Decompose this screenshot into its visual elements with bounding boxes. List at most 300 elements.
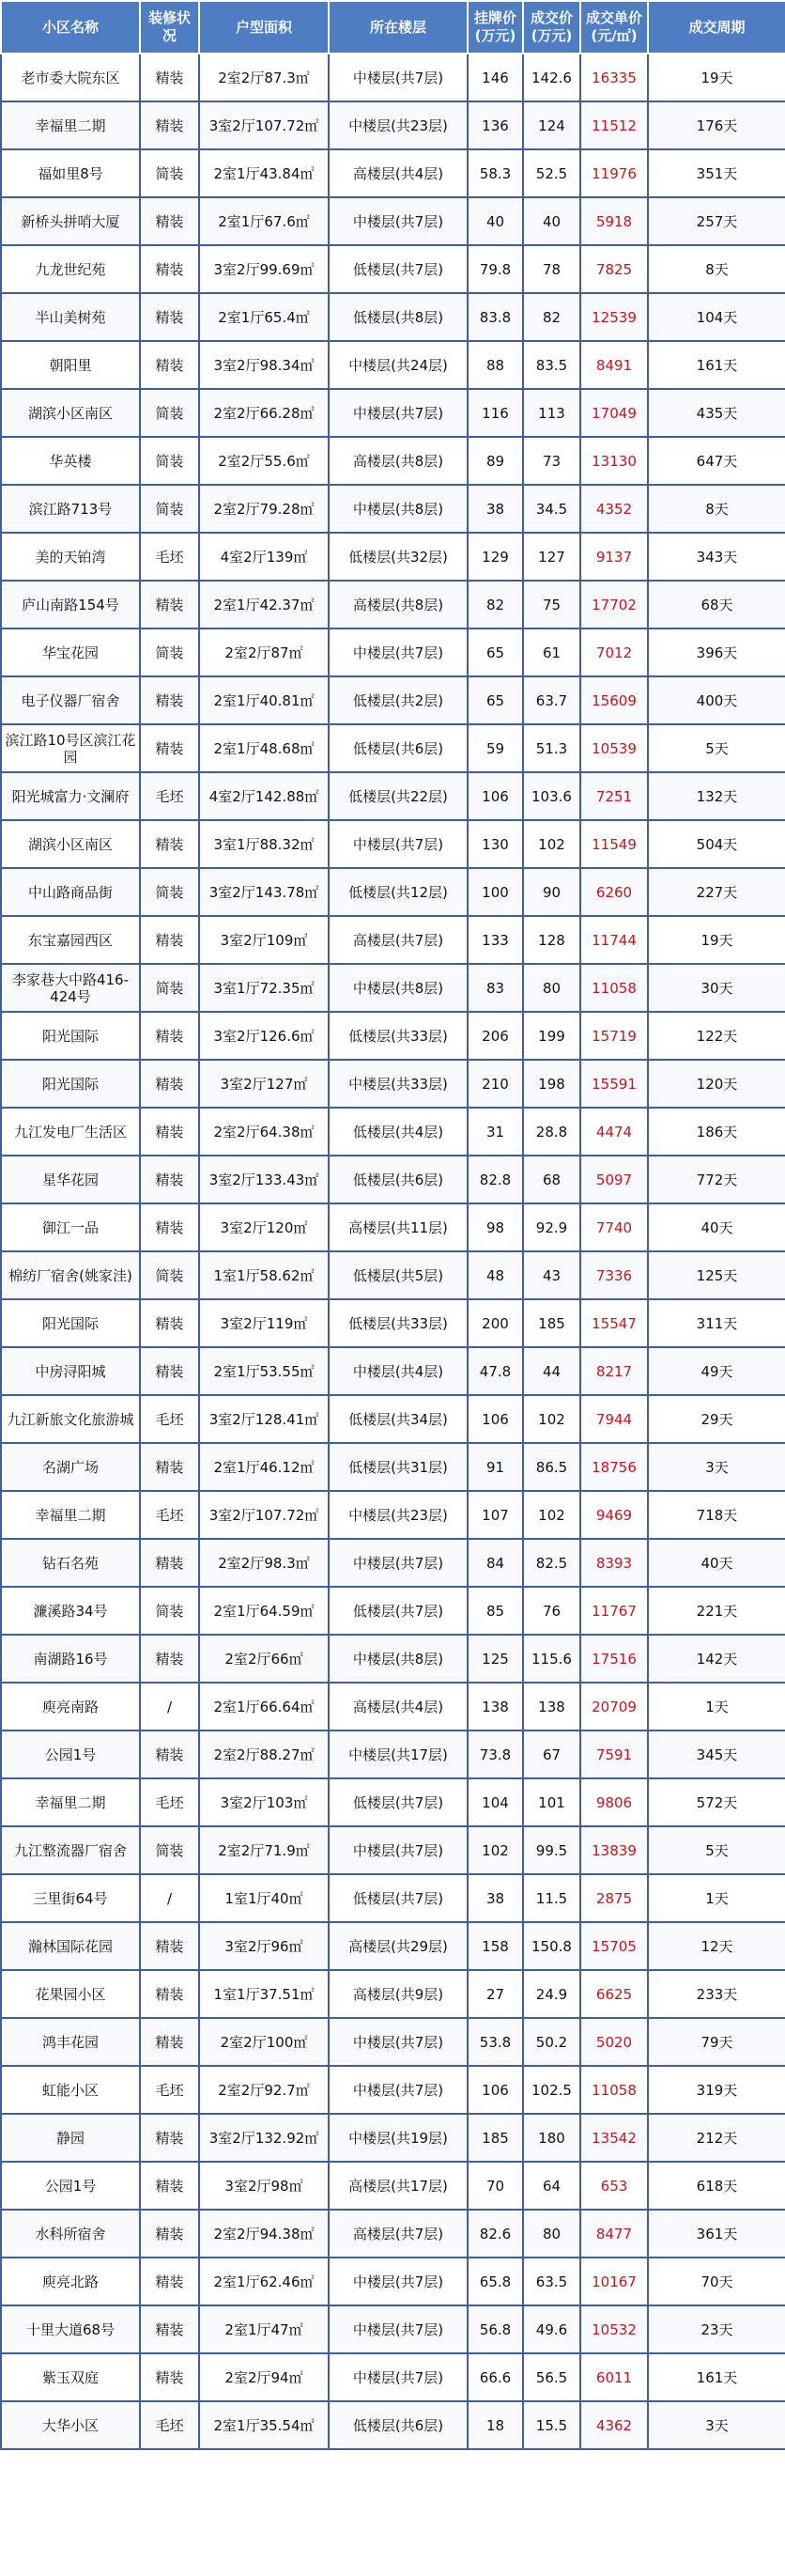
deal-price-cell: 142.6: [523, 54, 580, 101]
deal-price-cell: 80: [523, 2210, 580, 2258]
deal-cycle-cell: 120天: [648, 1060, 785, 1108]
unit-price-cell: 13542: [580, 2114, 648, 2162]
table-row: [1, 628, 785, 676]
layout-area-cell: 1室1厅58.62㎡: [199, 1251, 329, 1299]
table-row: [1, 1730, 785, 1778]
deal-price-cell: 82.5: [523, 1539, 580, 1587]
table-row: [1, 245, 785, 293]
floor-cell: 中楼层(共7层): [329, 2305, 468, 2353]
community-name-cell: 钻石名苑: [1, 1539, 140, 1587]
table-row: [1, 1587, 785, 1635]
deal-price-cell: 198: [523, 1060, 580, 1108]
community-name-cell: 福如里8号: [1, 149, 140, 197]
unit-price-cell: 11767: [580, 1587, 648, 1635]
unit-price-cell: 10167: [580, 2258, 648, 2305]
floor-cell: 高楼层(共4层): [329, 149, 468, 197]
table-row: [1, 101, 785, 149]
floor-cell: 高楼层(共11层): [329, 1203, 468, 1251]
floor-cell: 中楼层(共19层): [329, 2114, 468, 2162]
floor-cell: 高楼层(共7层): [329, 2210, 468, 2258]
unit-price-cell: 7740: [580, 1203, 648, 1251]
deal-cycle-cell: 647天: [648, 437, 785, 485]
unit-price-cell: 17516: [580, 1635, 648, 1683]
unit-price-cell: 15591: [580, 1060, 648, 1108]
community-name-cell: 庐山南路154号: [1, 581, 140, 628]
community-name-cell: 中房浔阳城: [1, 1347, 140, 1395]
deal-price-cell: 102: [523, 820, 580, 868]
listing-price-cell: 102: [468, 1826, 523, 1874]
deal-price-cell: 44: [523, 1347, 580, 1395]
decoration-cell: 精装: [140, 1730, 199, 1778]
floor-cell: 中楼层(共7层): [329, 54, 468, 101]
deal-cycle-cell: 23天: [648, 2305, 785, 2353]
decoration-cell: 简装: [140, 1251, 199, 1299]
listing-price-cell: 89: [468, 437, 523, 485]
decoration-cell: 精装: [140, 341, 199, 389]
decoration-cell: 精装: [140, 724, 199, 772]
community-name-cell: 湖滨小区南区: [1, 820, 140, 868]
unit-price-cell: 16335: [580, 54, 648, 101]
layout-area-cell: 3室2厅133.43㎡: [199, 1156, 329, 1203]
community-name-cell: 九江新旅文化旅游城: [1, 1395, 140, 1443]
deal-price-cell: 24.9: [523, 1970, 580, 2018]
table-row: [1, 293, 785, 341]
layout-area-cell: 2室2厅55.6㎡: [199, 437, 329, 485]
listing-price-cell: 83: [468, 964, 523, 1012]
decoration-cell: 精装: [140, 916, 199, 964]
layout-area-cell: 2室2厅100㎡: [199, 2018, 329, 2066]
unit-price-cell: 20709: [580, 1683, 648, 1730]
decoration-cell: 简装: [140, 485, 199, 533]
table-row: [1, 1299, 785, 1347]
decoration-cell: 精装: [140, 1156, 199, 1203]
table-row: [1, 1443, 785, 1491]
deal-cycle-cell: 618天: [648, 2162, 785, 2210]
floor-cell: 低楼层(共33层): [329, 1012, 468, 1060]
table-row: [1, 1060, 785, 1108]
deal-price-cell: 34.5: [523, 485, 580, 533]
decoration-cell: 精装: [140, 197, 199, 245]
deal-cycle-cell: 361天: [648, 2210, 785, 2258]
deal-price-cell: 113: [523, 389, 580, 437]
table-row: [1, 2258, 785, 2305]
deal-price-cell: 90: [523, 868, 580, 916]
table-row: [1, 581, 785, 628]
table-row: [1, 2066, 785, 2114]
decoration-cell: 毛坯: [140, 1778, 199, 1826]
listing-price-cell: 107: [468, 1491, 523, 1539]
table-row: [1, 724, 785, 772]
deal-price-cell: 101: [523, 1778, 580, 1826]
listing-price-cell: 185: [468, 2114, 523, 2162]
layout-area-cell: 2室1厅42.37㎡: [199, 581, 329, 628]
deal-cycle-cell: 257天: [648, 197, 785, 245]
layout-area-cell: 2室1厅65.4㎡: [199, 293, 329, 341]
deal-cycle-cell: 345天: [648, 1730, 785, 1778]
unit-price-cell: 13130: [580, 437, 648, 485]
decoration-cell: 精装: [140, 2305, 199, 2353]
floor-cell: 低楼层(共6层): [329, 1156, 468, 1203]
decoration-cell: /: [140, 1874, 199, 1922]
floor-cell: 高楼层(共17层): [329, 2162, 468, 2210]
decoration-cell: 毛坯: [140, 772, 199, 820]
listing-price-cell: 48: [468, 1251, 523, 1299]
header-deal-cycle: 成交周期: [648, 1, 785, 54]
floor-cell: 低楼层(共12层): [329, 868, 468, 916]
decoration-cell: 精装: [140, 2258, 199, 2305]
decoration-cell: 精装: [140, 581, 199, 628]
deal-price-cell: 86.5: [523, 1443, 580, 1491]
community-name-cell: 九江发电厂生活区: [1, 1108, 140, 1156]
deal-cycle-cell: 1天: [648, 1683, 785, 1730]
decoration-cell: 精装: [140, 1347, 199, 1395]
deal-cycle-cell: 19天: [648, 54, 785, 101]
layout-area-cell: 2室2厅79.28㎡: [199, 485, 329, 533]
deal-price-cell: 49.6: [523, 2305, 580, 2353]
floor-cell: 低楼层(共34层): [329, 1395, 468, 1443]
layout-area-cell: 3室2厅120㎡: [199, 1203, 329, 1251]
unit-price-cell: 7251: [580, 772, 648, 820]
table-row: [1, 197, 785, 245]
table-row: [1, 2162, 785, 2210]
layout-area-cell: 3室2厅119㎡: [199, 1299, 329, 1347]
deal-price-cell: 83.5: [523, 341, 580, 389]
listing-price-cell: 138: [468, 1683, 523, 1730]
deal-cycle-cell: 104天: [648, 293, 785, 341]
deal-price-cell: 199: [523, 1012, 580, 1060]
deal-price-cell: 115.6: [523, 1635, 580, 1683]
unit-price-cell: 5918: [580, 197, 648, 245]
community-name-cell: 湖滨小区南区: [1, 389, 140, 437]
layout-area-cell: 3室2厅128.41㎡: [199, 1395, 329, 1443]
listing-price-cell: 210: [468, 1060, 523, 1108]
unit-price-cell: 9137: [580, 533, 648, 581]
decoration-cell: 精装: [140, 820, 199, 868]
deal-cycle-cell: 161天: [648, 341, 785, 389]
deal-cycle-cell: 233天: [648, 1970, 785, 2018]
table-row: [1, 1874, 785, 1922]
community-name-cell: 水科所宿舍: [1, 2210, 140, 2258]
floor-cell: 中楼层(共7层): [329, 197, 468, 245]
deal-price-cell: 124: [523, 101, 580, 149]
floor-cell: 中楼层(共23层): [329, 101, 468, 149]
layout-area-cell: 3室2厅143.78㎡: [199, 868, 329, 916]
layout-area-cell: 2室1厅43.84㎡: [199, 149, 329, 197]
community-name-cell: 九龙世纪苑: [1, 245, 140, 293]
deal-cycle-cell: 311天: [648, 1299, 785, 1347]
community-name-cell: 幸福里二期: [1, 101, 140, 149]
deal-price-cell: 28.8: [523, 1108, 580, 1156]
decoration-cell: 精装: [140, 1539, 199, 1587]
deal-cycle-cell: 5天: [648, 1826, 785, 1874]
listing-price-cell: 98: [468, 1203, 523, 1251]
community-name-cell: 濂溪路34号: [1, 1587, 140, 1635]
unit-price-cell: 7336: [580, 1251, 648, 1299]
floor-cell: 中楼层(共8层): [329, 964, 468, 1012]
decoration-cell: 精装: [140, 101, 199, 149]
layout-area-cell: 3室2厅107.72㎡: [199, 101, 329, 149]
deal-price-cell: 78: [523, 245, 580, 293]
community-name-cell: 幸福里二期: [1, 1778, 140, 1826]
deal-price-cell: 63.5: [523, 2258, 580, 2305]
deal-cycle-cell: 49天: [648, 1347, 785, 1395]
unit-price-cell: 10539: [580, 724, 648, 772]
listing-price-cell: 56.8: [468, 2305, 523, 2353]
listing-price-cell: 83.8: [468, 293, 523, 341]
listing-price-cell: 106: [468, 2066, 523, 2114]
deal-cycle-cell: 504天: [648, 820, 785, 868]
unit-price-cell: 11058: [580, 964, 648, 1012]
deal-price-cell: 128: [523, 916, 580, 964]
floor-cell: 高楼层(共29层): [329, 1922, 468, 1970]
deal-cycle-cell: 572天: [648, 1778, 785, 1826]
floor-cell: 中楼层(共7层): [329, 1826, 468, 1874]
decoration-cell: 精装: [140, 1635, 199, 1683]
unit-price-cell: 4474: [580, 1108, 648, 1156]
layout-area-cell: 2室1厅35.54㎡: [199, 2401, 329, 2449]
table-row: [1, 676, 785, 724]
unit-price-cell: 8491: [580, 341, 648, 389]
community-name-cell: 美的天铂湾: [1, 533, 140, 581]
decoration-cell: /: [140, 1683, 199, 1730]
header-layout-area: 户型面积: [199, 1, 329, 54]
deal-price-cell: 102.5: [523, 2066, 580, 2114]
table-row: [1, 1922, 785, 1970]
unit-price-cell: 15547: [580, 1299, 648, 1347]
unit-price-cell: 17702: [580, 581, 648, 628]
table-row: [1, 1778, 785, 1826]
listing-price-cell: 18: [468, 2401, 523, 2449]
deal-cycle-cell: 19天: [648, 916, 785, 964]
decoration-cell: 精装: [140, 1203, 199, 1251]
deal-price-cell: 180: [523, 2114, 580, 2162]
floor-cell: 高楼层(共8层): [329, 437, 468, 485]
listing-price-cell: 65.8: [468, 2258, 523, 2305]
community-name-cell: 鸿丰花园: [1, 2018, 140, 2066]
deal-cycle-cell: 122天: [648, 1012, 785, 1060]
layout-area-cell: 4室2厅142.88㎡: [199, 772, 329, 820]
deal-cycle-cell: 12天: [648, 1922, 785, 1970]
table-row: [1, 149, 785, 197]
deal-price-cell: 76: [523, 1587, 580, 1635]
deal-price-cell: 52.5: [523, 149, 580, 197]
table-row: [1, 1012, 785, 1060]
deal-cycle-cell: 142天: [648, 1635, 785, 1683]
deal-price-cell: 103.6: [523, 772, 580, 820]
community-name-cell: 幸福里二期: [1, 1491, 140, 1539]
listing-price-cell: 104: [468, 1778, 523, 1826]
deal-cycle-cell: 212天: [648, 2114, 785, 2162]
community-name-cell: 李家巷大中路416-424号: [1, 964, 140, 1012]
deal-price-cell: 40: [523, 197, 580, 245]
unit-price-cell: 6260: [580, 868, 648, 916]
decoration-cell: 精装: [140, 1108, 199, 1156]
floor-cell: 低楼层(共22层): [329, 772, 468, 820]
listing-price-cell: 85: [468, 1587, 523, 1635]
layout-area-cell: 2室1厅66.64㎡: [199, 1683, 329, 1730]
floor-cell: 中楼层(共4层): [329, 1347, 468, 1395]
listing-price-cell: 73.8: [468, 1730, 523, 1778]
deal-price-cell: 64: [523, 2162, 580, 2210]
community-name-cell: 九江整流器厂宿舍: [1, 1826, 140, 1874]
header-deal-price: 成交价 (万元): [523, 1, 580, 54]
deal-price-cell: 73: [523, 437, 580, 485]
floor-cell: 高楼层(共7层): [329, 916, 468, 964]
unit-price-cell: 17049: [580, 389, 648, 437]
decoration-cell: 简装: [140, 964, 199, 1012]
layout-area-cell: 2室1厅40.81㎡: [199, 676, 329, 724]
decoration-cell: 精装: [140, 1060, 199, 1108]
deal-cycle-cell: 1天: [648, 1874, 785, 1922]
floor-cell: 低楼层(共7层): [329, 245, 468, 293]
decoration-cell: 简装: [140, 628, 199, 676]
floor-cell: 中楼层(共7层): [329, 2258, 468, 2305]
layout-area-cell: 4室2厅139㎡: [199, 533, 329, 581]
unit-price-cell: 7825: [580, 245, 648, 293]
listing-price-cell: 59: [468, 724, 523, 772]
deal-cycle-cell: 400天: [648, 676, 785, 724]
unit-price-cell: 12539: [580, 293, 648, 341]
listing-price-cell: 100: [468, 868, 523, 916]
layout-area-cell: 3室2厅127㎡: [199, 1060, 329, 1108]
table-row: [1, 2018, 785, 2066]
deal-cycle-cell: 79天: [648, 2018, 785, 2066]
unit-price-cell: 11976: [580, 149, 648, 197]
table-row: [1, 916, 785, 964]
deal-cycle-cell: 161天: [648, 2353, 785, 2401]
community-name-cell: 阳光国际: [1, 1060, 140, 1108]
header-community-name: 小区名称: [1, 1, 140, 54]
decoration-cell: 精装: [140, 2210, 199, 2258]
decoration-cell: 精装: [140, 293, 199, 341]
decoration-cell: 毛坯: [140, 533, 199, 581]
table-row: [1, 1156, 785, 1203]
deal-price-cell: 75: [523, 581, 580, 628]
community-name-cell: 新桥头拼哨大厦: [1, 197, 140, 245]
deal-cycle-cell: 351天: [648, 149, 785, 197]
deal-price-cell: 68: [523, 1156, 580, 1203]
deal-price-cell: 102: [523, 1395, 580, 1443]
deal-cycle-cell: 8天: [648, 245, 785, 293]
layout-area-cell: 3室1厅88.32㎡: [199, 820, 329, 868]
floor-cell: 低楼层(共6层): [329, 2401, 468, 2449]
listing-price-cell: 106: [468, 1395, 523, 1443]
deal-cycle-cell: 718天: [648, 1491, 785, 1539]
unit-price-cell: 13839: [580, 1826, 648, 1874]
floor-cell: 中楼层(共8层): [329, 485, 468, 533]
deal-cycle-cell: 186天: [648, 1108, 785, 1156]
table-row: [1, 2401, 785, 2449]
decoration-cell: 简装: [140, 149, 199, 197]
table-row: [1, 1539, 785, 1587]
deal-cycle-cell: 40天: [648, 1203, 785, 1251]
layout-area-cell: 3室2厅107.72㎡: [199, 1491, 329, 1539]
listing-price-cell: 158: [468, 1922, 523, 1970]
deal-price-cell: 15.5: [523, 2401, 580, 2449]
listing-price-cell: 82.8: [468, 1156, 523, 1203]
layout-area-cell: 2室2厅92.7㎡: [199, 2066, 329, 2114]
layout-area-cell: 2室1厅48.68㎡: [199, 724, 329, 772]
unit-price-cell: 8217: [580, 1347, 648, 1395]
unit-price-cell: 11549: [580, 820, 648, 868]
layout-area-cell: 2室2厅66㎡: [199, 1635, 329, 1683]
decoration-cell: 简装: [140, 1587, 199, 1635]
floor-cell: 中楼层(共7层): [329, 2353, 468, 2401]
table-row: [1, 868, 785, 916]
unit-price-cell: 11058: [580, 2066, 648, 2114]
decoration-cell: 简装: [140, 868, 199, 916]
unit-price-cell: 2875: [580, 1874, 648, 1922]
deal-price-cell: 102: [523, 1491, 580, 1539]
decoration-cell: 简装: [140, 1826, 199, 1874]
decoration-cell: 精装: [140, 245, 199, 293]
deal-price-cell: 11.5: [523, 1874, 580, 1922]
header-floor: 所在楼层: [329, 1, 468, 54]
floor-cell: 低楼层(共6层): [329, 724, 468, 772]
deal-price-cell: 99.5: [523, 1826, 580, 1874]
listing-price-cell: 91: [468, 1443, 523, 1491]
community-name-cell: 十里大道68号: [1, 2305, 140, 2353]
community-name-cell: 华英楼: [1, 437, 140, 485]
community-name-cell: 虹能小区: [1, 2066, 140, 2114]
floor-cell: 中楼层(共33层): [329, 1060, 468, 1108]
floor-cell: 中楼层(共7层): [329, 2018, 468, 2066]
unit-price-cell: 15705: [580, 1922, 648, 1970]
table-row: [1, 1491, 785, 1539]
table-header-row: [1, 1, 785, 54]
layout-area-cell: 2室2厅98.3㎡: [199, 1539, 329, 1587]
community-name-cell: 星华花园: [1, 1156, 140, 1203]
floor-cell: 中楼层(共7层): [329, 820, 468, 868]
listing-price-cell: 206: [468, 1012, 523, 1060]
unit-price-cell: 6011: [580, 2353, 648, 2401]
floor-cell: 低楼层(共7层): [329, 1587, 468, 1635]
unit-price-cell: 4362: [580, 2401, 648, 2449]
layout-area-cell: 2室1厅53.55㎡: [199, 1347, 329, 1395]
decoration-cell: 毛坯: [140, 1491, 199, 1539]
community-name-cell: 电子仪器厂宿舍: [1, 676, 140, 724]
unit-price-cell: 11744: [580, 916, 648, 964]
decoration-cell: 精装: [140, 2018, 199, 2066]
layout-area-cell: 1室1厅37.51㎡: [199, 1970, 329, 2018]
community-name-cell: 公园1号: [1, 1730, 140, 1778]
floor-cell: 高楼层(共4层): [329, 1683, 468, 1730]
decoration-cell: 精装: [140, 676, 199, 724]
table-row: [1, 1395, 785, 1443]
deal-price-cell: 50.2: [523, 2018, 580, 2066]
listing-price-cell: 38: [468, 1874, 523, 1922]
table-row: [1, 964, 785, 1012]
layout-area-cell: 2室1厅47㎡: [199, 2305, 329, 2353]
listing-price-cell: 27: [468, 1970, 523, 2018]
community-name-cell: 南湖路16号: [1, 1635, 140, 1683]
table-row: [1, 533, 785, 581]
community-name-cell: 名湖广场: [1, 1443, 140, 1491]
community-name-cell: 老市委大院东区: [1, 54, 140, 101]
community-name-cell: 静园: [1, 2114, 140, 2162]
layout-area-cell: 3室2厅126.6㎡: [199, 1012, 329, 1060]
layout-area-cell: 2室2厅71.9㎡: [199, 1826, 329, 1874]
layout-area-cell: 3室2厅132.92㎡: [199, 2114, 329, 2162]
table-row: [1, 1347, 785, 1395]
header-unit-price: 成交单价 (元/㎡): [580, 1, 648, 54]
decoration-cell: 精装: [140, 1443, 199, 1491]
deal-price-cell: 92.9: [523, 1203, 580, 1251]
table-row: [1, 1683, 785, 1730]
table-row: [1, 54, 785, 101]
community-name-cell: 华宝花园: [1, 628, 140, 676]
layout-area-cell: 2室2厅64.38㎡: [199, 1108, 329, 1156]
